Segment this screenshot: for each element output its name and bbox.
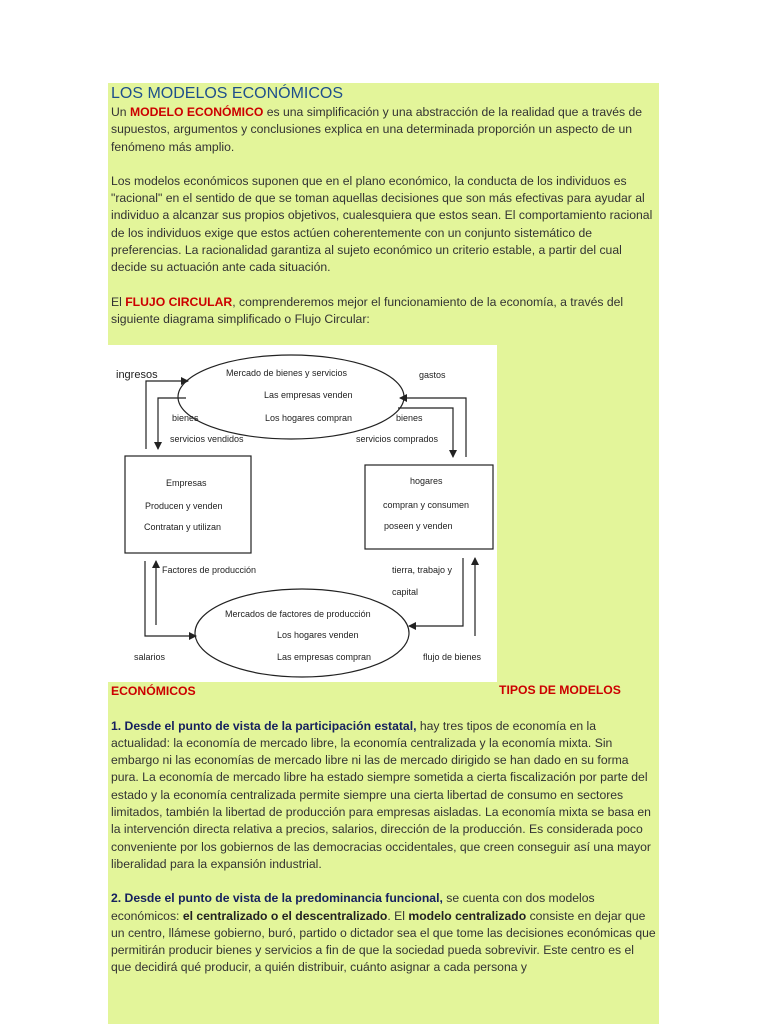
section2-text1: se cuenta con dos modelos económicos: [111,891,595,923]
flujo-circular-highlight: FLUJO CIRCULAR [125,294,233,309]
land-labor-label: tierra, trabajo y [392,565,453,576]
section2-text2: . El [387,908,409,923]
firms-buy-label: Las empresas compran [277,652,372,663]
circular-flow-diagram [108,345,497,682]
document-page [108,83,659,1024]
section2-bold1: el centralizado o el descentralizado [182,908,388,923]
factor-market-title: Mercados de factores de producción [225,609,371,620]
flujo-pre: El [111,294,126,309]
services-sold-label: servicios vendidos [170,434,244,445]
intro-pre: Un [111,105,130,119]
section2-paragraph [111,890,657,976]
hogares-line-3: poseen y venden [384,521,453,532]
arrow-spending-to-market [400,398,466,457]
salarios-label: salarios [134,652,166,663]
goods-left-label: bienes [172,413,199,424]
section2-heading: 2. Desde el punto de vista de la predominancia funcional, [111,891,443,906]
hogares-line-2: compran y consumen [383,500,470,511]
services-bought-label: servicios comprados [356,434,439,445]
intro-paragraph [111,104,657,156]
rational-paragraph: Los modelos económicos suponen que en el plano económico, la conducta de los individuos es "racional" en el sentido de que se toman aquellas decisiones que son más efectivas para ayudar al individuo a alcanzar sus propios objetivos, cualesquiera que estos sean. El comportamiento racional de los individuos exige que estos actúen coherentemente con un conjunto sistemático de preferencias. La racionalidad garantiza al sujeto económico un criterio estable, a partir del cual decide su actuación ante cada situación. [111,173,653,275]
section1-heading: 1. Desde el punto de vista de la participación estatal, [111,718,417,733]
factors-label: Factores de producción [162,565,257,576]
gastos-label: gastos [419,370,446,381]
empresas-line-2: Producen y venden [145,501,223,512]
flujo-paragraph [111,294,657,329]
page-title: LOS MODELOS ECONÓMICOS [111,85,344,102]
modelo-economico-highlight: MODELO ECONÓMICO [129,105,264,119]
households-sell-label: Los hogares venden [277,630,359,641]
hogares-title: hogares [410,476,443,487]
ingresos-label: ingresos [116,369,158,382]
households-buy-label: Los hogares compran [265,413,353,424]
flujo-post: , comprenderemos mejor el funcionamiento de la economía, a través del siguiente diagrama simplificado o Flujo Circular: [111,294,624,326]
capital-label: capital [392,587,419,598]
section2-bold2: modelo centralizado [408,908,527,923]
intro-post: es una simplificación y una abstracción de la realidad que a través de supuestos, argumentos y conclusiones explica en una determinada proporción un aspecto de un fenómeno más amplio. [111,105,643,154]
section1-text: hay tres tipos de economía en la actualidad: la economía de mercado libre, la economía centralizada y la economía mixta. Sin embargo ni las economías de mercado libre ni las de mercado dirigido se han dado en su forma pura. La economía de mercado libre ha estado siempre sometida a cierta fiscalización por parte del estado y la economía centralizada permite siempre una cierta libertad de consumo en sectores limitados, también la libertad de producción para empresas aisladas. La economía mixta se basa en la intervención directa relativa a precios, salarios, dirección de la producción. Es considerada poco conveniente por los gobiernos de las democracias occidentales, que creen conseguir así una mayor liberalidad para la expansión industrial. [111,718,651,871]
empresas-line-3: Contratan y utilizan [144,522,222,533]
tipos-heading-part1: TIPOS DE MODELOS [499,683,621,698]
document-content [111,83,657,977]
goods-right-label: bienes [396,413,423,424]
firms-sell-label: Las empresas venden [264,390,353,401]
section1-paragraph [111,718,657,874]
tipos-heading-text: ECONÓMICOS [111,684,196,699]
section2-text3: consiste en dejar que un centro, llámese gobierno, buró, partido o dictador sea el que tome las decisiones económicas que permitirán producir bienes y servicios a fin de que la sociedad pueda sobrevivir. Este centro es el que decidirá qué producir, a quién distribuir, cuánto asignar a cada persona y [111,908,656,975]
flujo-bienes-label: flujo de bienes [423,652,482,663]
goods-market-title: Mercado de bienes y servicios [226,368,348,379]
empresas-title: Empresas [166,478,207,489]
